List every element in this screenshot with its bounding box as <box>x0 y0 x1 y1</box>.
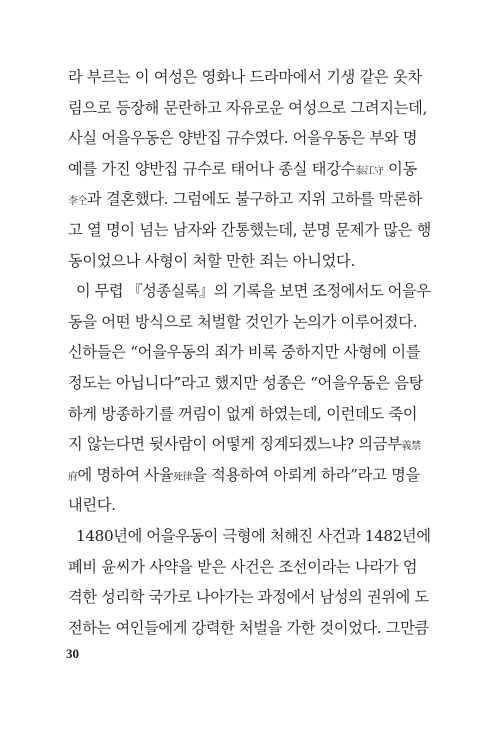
text-line-5 <box>68 184 430 215</box>
line-text: 전하는 여인들에게 강력한 처벌을 가한 것이었다. 그만큼 <box>68 618 429 637</box>
text-line-19 <box>68 613 430 644</box>
text-line-2 <box>68 93 430 124</box>
line-text: 1480년에 어을우동이 극형에 처해진 사건과 1482년에 <box>76 526 431 545</box>
text-line-11 <box>68 368 430 399</box>
line-text: 이동 <box>383 159 417 178</box>
text-line-12 <box>68 399 430 430</box>
hanja-gloss: 李仝 <box>68 196 87 208</box>
text-line-9 <box>68 307 430 338</box>
hanja-gloss: 死律 <box>173 471 193 483</box>
line-text: 폐비 윤씨가 사약을 받은 사건은 조선이라는 나라가 엄 <box>68 557 418 576</box>
line-text: 격한 성리학 국가로 나아가는 과정에서 남성의 권위에 도 <box>68 588 429 607</box>
text-line-3 <box>68 123 430 154</box>
text-line-8 <box>68 276 430 307</box>
body-text <box>68 62 430 643</box>
text-line-16 <box>68 521 430 552</box>
line-text: 에 명하여 사율 <box>77 465 174 484</box>
text-line-4 <box>68 154 430 185</box>
hanja-gloss: 泰江守 <box>355 165 384 177</box>
text-line-10 <box>68 337 430 368</box>
line-text: 하게 방종하기를 꺼림이 없게 하였는데, 이런데도 죽이 <box>68 404 418 423</box>
text-line-13 <box>68 429 430 460</box>
line-text: 을 적용하여 아뢰게 하라”라고 명을 <box>192 465 420 484</box>
line-text: 지 않는다면 뒷사람이 어떻게 징계되겠느냐? 의금부 <box>68 435 402 454</box>
text-line-17 <box>68 552 430 583</box>
text-line-18 <box>68 582 430 613</box>
text-line-14 <box>68 460 430 491</box>
text-line-7 <box>68 246 430 277</box>
line-text: 이 무렵 『성종실록』의 기록을 보면 조정에서도 어을우 <box>76 282 431 301</box>
line-text: 동을 어떤 방식으로 처벌할 것인가 논의가 이루어졌다. <box>68 312 418 331</box>
line-text: 림으로 등장해 문란하고 자유로운 여성으로 그려지는데, <box>68 98 428 117</box>
line-text: 고 열 명이 넘는 남자와 간통했는데, 분명 문제가 많은 행 <box>68 220 432 239</box>
line-text: 사실 어을우동은 양반집 규수였다. 어을우동은 부와 명 <box>68 129 418 148</box>
line-text: 내린다. <box>68 496 116 515</box>
line-text: 라 부르는 이 여성은 영화나 드라마에서 기생 같은 옷차 <box>68 68 422 86</box>
hanja-gloss: 義禁 <box>401 441 421 453</box>
line-text: 동이었으나 사형이 처할 만한 죄는 아니었다. <box>68 251 356 270</box>
hanja-gloss: 府 <box>68 471 78 483</box>
line-text: 예를 가진 양반집 규수로 태어나 종실 태강수 <box>68 159 356 178</box>
line-text: 과 결혼했다. 그럼에도 불구하고 지위 고하를 막론하 <box>87 190 422 209</box>
line-text: 정도는 아닙니다”라고 했지만 성종은 “어을우동은 음탕 <box>68 373 424 392</box>
text-line-15 <box>68 490 430 521</box>
text-line-6 <box>68 215 430 246</box>
text-line-1 <box>68 62 430 93</box>
page-number: 30 <box>66 646 79 661</box>
line-text: 신하들은 “어을우동의 죄가 비록 중하지만 사형에 이를 <box>68 343 421 362</box>
